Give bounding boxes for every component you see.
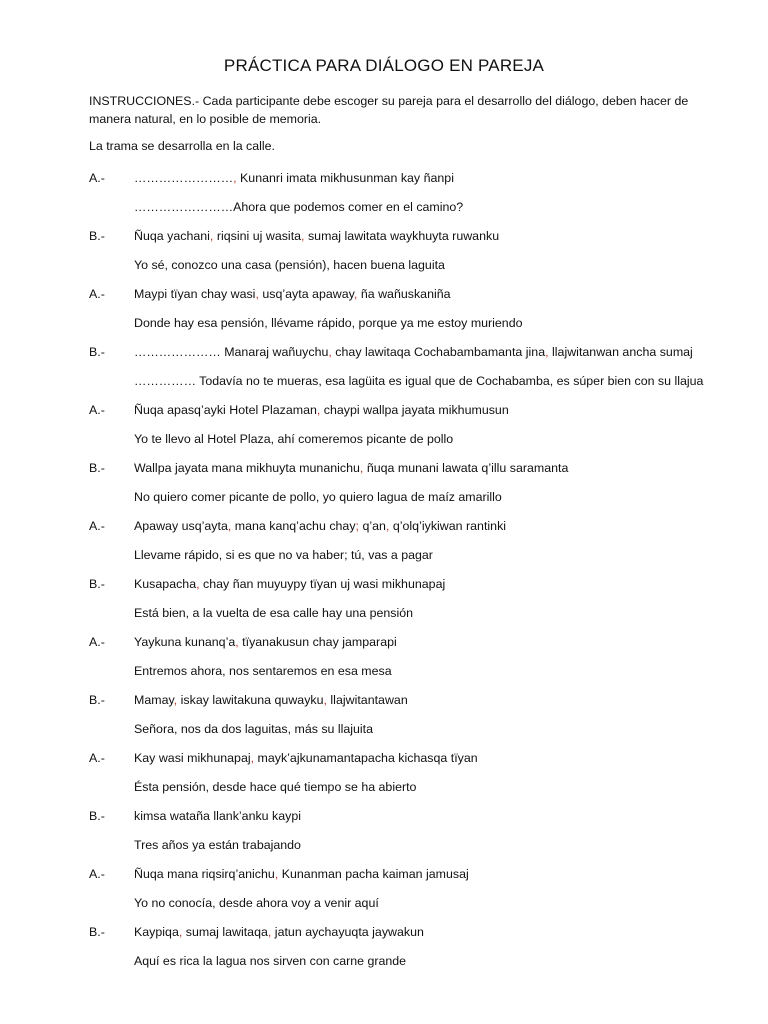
speaker-label: A.-	[89, 867, 105, 881]
spanish-translation-text: ……………………Ahora que podemos comer en el camino?	[134, 200, 464, 214]
spanish-translation-text: Señora, nos da dos laguitas, más su llajuita	[134, 722, 374, 736]
quechua-text: kimsa wataña llank’anku kaypi	[134, 809, 302, 823]
dialogue-line-quechua	[0, 922, 768, 942]
spanish-translation-text: Aquí es rica la lagua nos sirven con carne grande	[134, 954, 407, 968]
dialogue-line-spanish	[0, 487, 768, 507]
speaker-label: A.-	[89, 287, 105, 301]
dialogue-line-quechua	[0, 632, 768, 652]
dialogue-line-quechua	[0, 748, 768, 768]
dialogue-line-quechua	[0, 284, 768, 304]
quechua-text: Apaway usq’ayta, mana kanq’achu chay; q’an, q’olq’iykiwan rantinki	[134, 519, 507, 533]
dialogue-line-spanish	[0, 545, 768, 565]
spanish-translation-text: Tres años ya están trabajando	[134, 838, 301, 852]
dialogue-line-spanish	[0, 197, 768, 217]
spanish-translation-text: Donde hay esa pensión, llévame rápido, porque ya me estoy muriendo	[134, 316, 523, 330]
quechua-text: ………………… Manaraj wañuychu, chay lawitaqa Cochabambamanta jina, llajwitanwan ancha sumaj	[134, 345, 693, 359]
dialogue-line-quechua	[0, 806, 768, 826]
quechua-text: Maypi tïyan chay wasi, usq’ayta apaway, ña wañuskaniña	[134, 287, 451, 301]
speaker-label: A.-	[89, 751, 105, 765]
dialogue-line-spanish	[0, 893, 768, 913]
quechua-text: Ñuqa mana riqsirq’anichu, Kunanman pacha kaiman jamusaj	[134, 867, 469, 881]
instructions-label: INSTRUCCIONES.-	[89, 94, 200, 108]
dialogue-line-quechua	[0, 458, 768, 478]
spanish-translation-text: Entremos ahora, nos sentaremos en esa mesa	[134, 664, 392, 678]
dialogue-line-spanish	[0, 835, 768, 855]
speaker-label: A.-	[89, 403, 105, 417]
spanish-translation-text: No quiero comer picante de pollo, yo quiero lagua de maíz amarillo	[134, 490, 502, 504]
speaker-label: B.-	[89, 229, 105, 243]
dialogue-line-spanish	[0, 313, 768, 333]
dialogue-line-quechua	[0, 342, 768, 362]
quechua-text: Kusapacha, chay ñan muyuypy tïyan uj wasi mikhunapaj	[134, 577, 446, 591]
dialogue-line-quechua	[0, 168, 768, 188]
speaker-label: B.-	[89, 693, 105, 707]
quechua-text: Kaypiqa, sumaj lawitaqa, jatun aychayuqta jaywakun	[134, 925, 424, 939]
speaker-label: B.-	[89, 577, 105, 591]
dialogue-line-spanish	[0, 603, 768, 623]
dialogue-line-spanish	[0, 719, 768, 739]
spanish-translation-text: …………… Todavía no te mueras, esa lagüita es igual que de Cochabamba, es súper bien con su llajua	[134, 374, 704, 388]
dialogue-line-spanish	[0, 661, 768, 681]
dialogue-line-spanish	[0, 951, 768, 971]
quechua-text: Ñuqa apasq’ayki Hotel Plazaman, chaypi wallpa jayata mikhumusun	[134, 403, 509, 417]
dialogue-line-spanish	[0, 371, 768, 391]
speaker-label: B.-	[89, 461, 105, 475]
speaker-label: A.-	[89, 171, 105, 185]
speaker-label: B.-	[89, 925, 105, 939]
speaker-label: B.-	[89, 809, 105, 823]
spanish-translation-text: Yo sé, conozco una casa (pensión), hacen buena laguita	[134, 258, 445, 272]
dialogue-line-quechua	[0, 864, 768, 884]
dialogue-line-quechua	[0, 400, 768, 420]
instructions-text: Cada participante debe escoger su pareja para el desarrollo del diálogo, deben hacer de manera natural, en lo posible de memoria.	[89, 94, 689, 126]
instructions-paragraph	[89, 92, 689, 128]
spanish-translation-text: Yo no conocía, desde ahora voy a venir aquí	[134, 896, 379, 910]
quechua-text: ……………………, Kunanri imata mikhusunman kay ñanpi	[134, 171, 454, 185]
speaker-label: A.-	[89, 635, 105, 649]
dialogue-line-quechua	[0, 516, 768, 536]
dialogue-line-spanish	[0, 429, 768, 449]
dialogue-line-spanish	[0, 255, 768, 275]
quechua-text: Kay wasi mikhunapaj, mayk’ajkunamantapacha kichasqa tïyan	[134, 751, 478, 765]
setting-text: La trama se desarrolla en la calle.	[89, 139, 275, 153]
dialogue-line-quechua	[0, 690, 768, 710]
quechua-text: Ñuqa yachani, riqsini uj wasita, sumaj lawitata waykhuyta ruwanku	[134, 229, 500, 243]
spanish-translation-text: Llevame rápido, si es que no va haber; tú, vas a pagar	[134, 548, 433, 562]
page-title: PRÁCTICA PARA DIÁLOGO EN PAREJA	[223, 56, 545, 75]
speaker-label: A.-	[89, 519, 105, 533]
quechua-text: Yaykuna kunanq’a, tïyanakusun chay jamparapi	[134, 635, 397, 649]
spanish-translation-text: Está bien, a la vuelta de esa calle hay una pensión	[134, 606, 413, 620]
quechua-text: Mamay, iskay lawitakuna quwayku, llajwitantawan	[134, 693, 408, 707]
spanish-translation-text: Ésta pensión, desde hace qué tiempo se ha abierto	[134, 780, 417, 794]
quechua-text: Wallpa jayata mana mikhuyta munanichu, ñuqa munani lawata q’illu saramanta	[134, 461, 569, 475]
dialogue-line-quechua	[0, 226, 768, 246]
dialogue-line-spanish	[0, 777, 768, 797]
speaker-label: B.-	[89, 345, 105, 359]
spanish-translation-text: Yo te llevo al Hotel Plaza, ahí comeremos picante de pollo	[134, 432, 454, 446]
dialogue-line-quechua	[0, 574, 768, 594]
